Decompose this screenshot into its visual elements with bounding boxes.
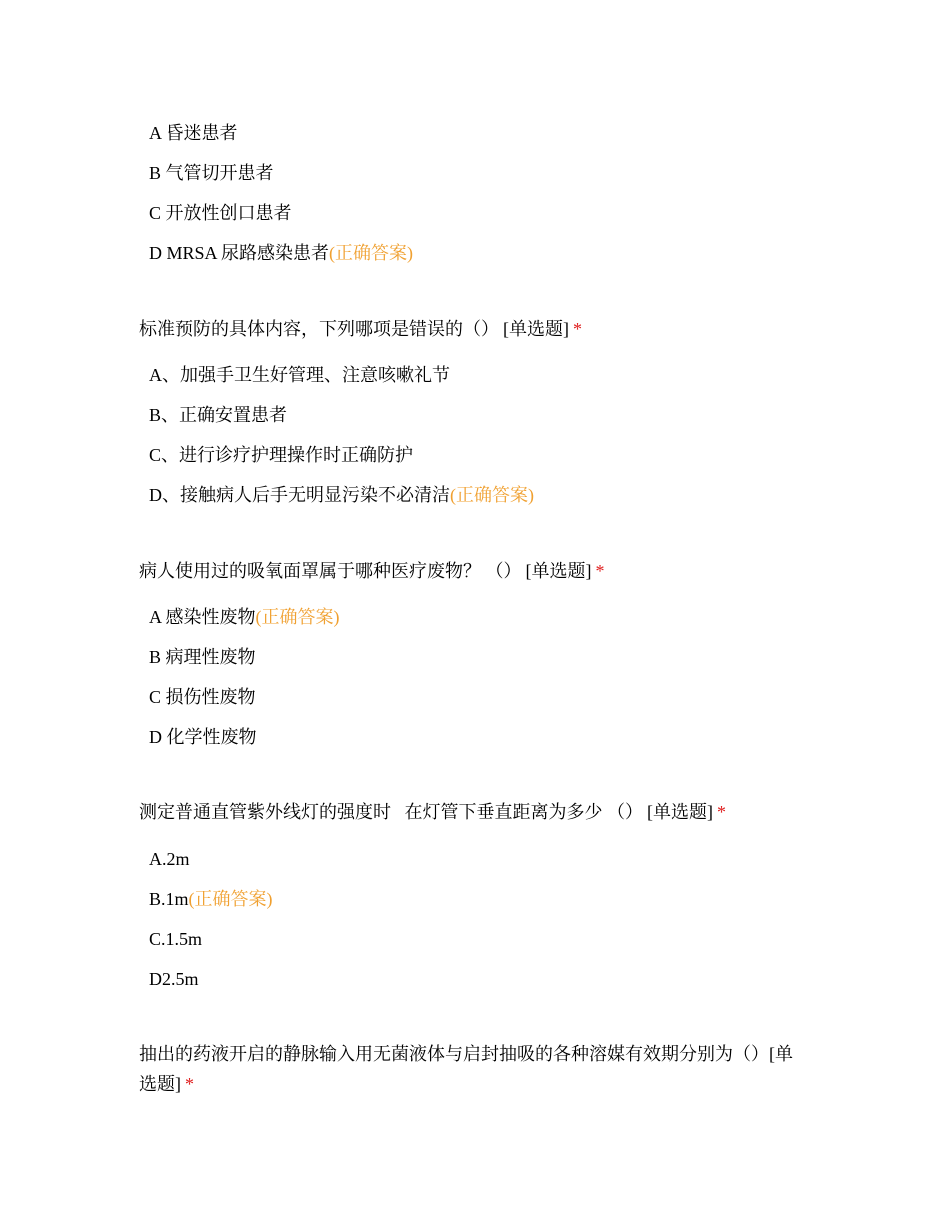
option-text: D MRSA 尿路感染患者 [149, 243, 330, 263]
question-title [139, 556, 819, 586]
option-1c[interactable] [149, 201, 292, 225]
required-star: * [185, 1074, 194, 1094]
option-3a[interactable] [149, 605, 340, 629]
question-type-tag: [单选题] [503, 319, 569, 339]
correct-answer-label: (正确答案) [188, 889, 273, 909]
option-4b[interactable] [149, 887, 273, 911]
option-2a[interactable] [149, 363, 450, 387]
option-1a[interactable] [149, 121, 238, 145]
option-text: D、接触病人后手无明显污染不必清洁 [149, 485, 450, 505]
option-2d[interactable] [149, 483, 534, 507]
option-2c[interactable] [149, 443, 413, 467]
option-1b[interactable] [149, 161, 274, 185]
option-4c[interactable] [149, 927, 202, 951]
option-4a[interactable] [149, 847, 190, 871]
option-text: C、进行诊疗护理操作时正确防护 [149, 445, 414, 465]
option-text: A.2m [149, 849, 190, 869]
option-text: C 开放性创口患者 [149, 203, 292, 223]
question-type-tag: [单选题] [139, 1044, 793, 1094]
option-text: C.1.5m [149, 929, 203, 949]
question-title [139, 797, 819, 827]
option-text: B、正确安置患者 [149, 405, 288, 425]
correct-answer-label: (正确答案) [450, 485, 534, 505]
option-text: A、加强手卫生好管理、注意咳嗽礼节 [149, 365, 450, 385]
option-3b[interactable] [149, 645, 256, 669]
question-title [139, 1039, 799, 1099]
correct-answer-label: (正确答案) [255, 607, 340, 627]
option-text: D2.5m [149, 969, 199, 989]
option-3d[interactable] [149, 725, 257, 749]
question-text: 测定普通直管紫外线灯的强度时 在灯管下垂直距离为多少 （） [139, 802, 643, 822]
option-text: B.1m [149, 889, 189, 909]
question-type-tag: [单选题] [647, 802, 713, 822]
question-type-tag: [单选题] [525, 561, 592, 581]
question-text: 病人使用过的吸氧面罩属于哪种医疗废物？ （） [139, 561, 522, 581]
required-star: * [573, 319, 582, 339]
option-1d[interactable] [149, 241, 413, 265]
option-2b[interactable] [149, 403, 287, 427]
option-3c[interactable] [149, 685, 256, 709]
option-text: A 感染性废物 [149, 607, 256, 627]
correct-answer-label: (正确答案) [329, 243, 414, 263]
option-text: C 损伤性废物 [149, 687, 256, 707]
option-4d[interactable] [149, 967, 199, 991]
option-text: A 昏迷患者 [149, 123, 238, 143]
option-text: D 化学性废物 [149, 727, 257, 747]
question-text: 抽出的药液开启的静脉输入用无菌液体与启封抽吸的各种溶媒有效期分别为（） [139, 1044, 769, 1064]
required-star: * [717, 802, 726, 822]
question-text: 标准预防的具体内容，下列哪项是错误的（） [139, 319, 499, 339]
required-star: * [595, 561, 605, 581]
option-text: B 病理性废物 [149, 647, 256, 667]
question-title [139, 314, 819, 344]
option-text: B 气管切开患者 [149, 163, 274, 183]
